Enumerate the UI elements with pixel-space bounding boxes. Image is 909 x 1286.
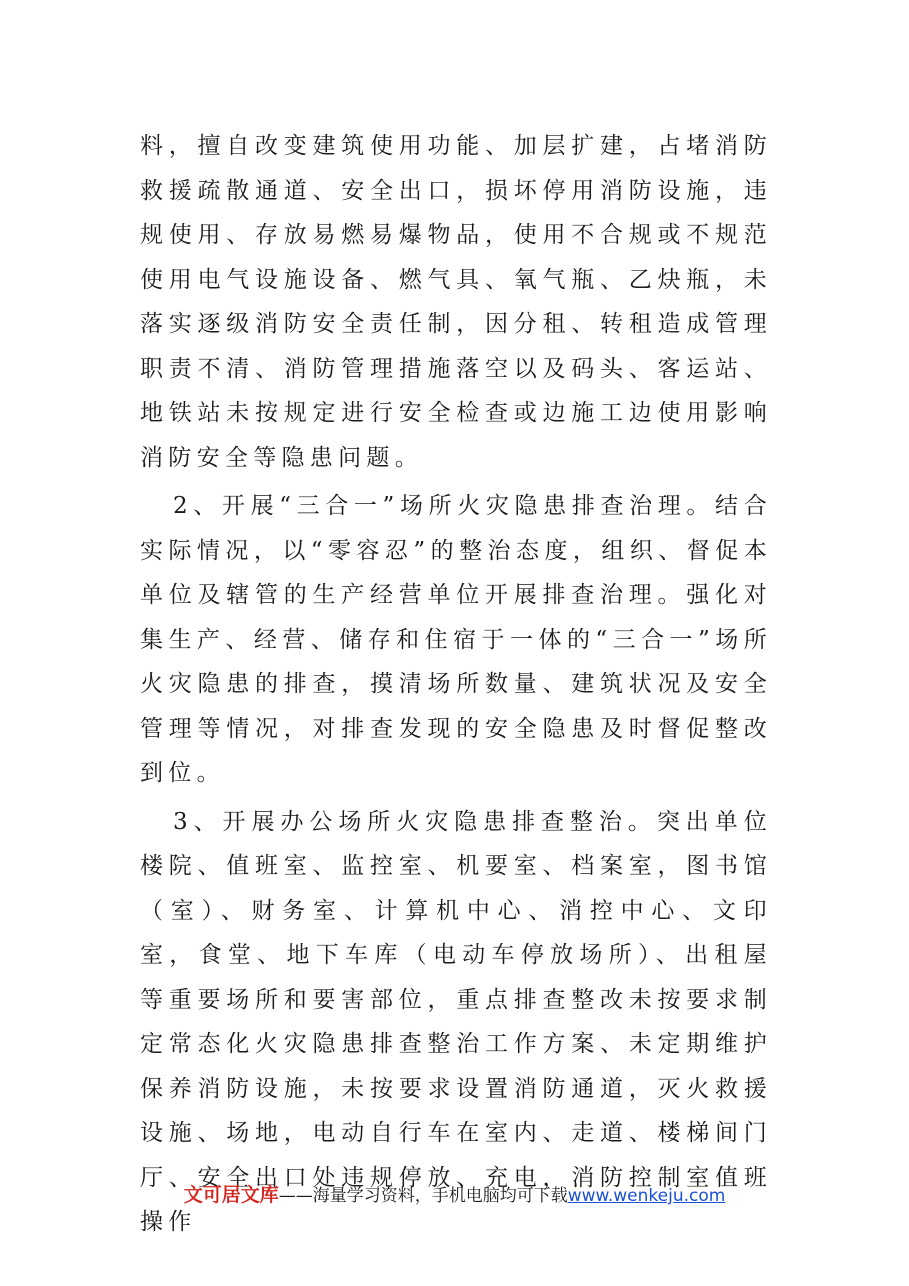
paragraph-item-3: 3、开展办公场所火灾隐患排查整治。突出单位楼院、值班室、监控室、机要室、档案室，图书馆（室）、财务室、计算机中心、消控中心、文印室，食堂、地下车库（电动车停放场所）、出租屋等重要场所和要害部位，重点排查整改未按要求制定常态化火灾隐患排查整治工作方案、未定期维护保养消防设施，未按要求设置消防通道，灭火救援设施、场地，电动自行车在室内、走道、楼梯间门厅、安全出口处违规停放、充电，消防控制室值班操作 (140, 808, 772, 1235)
document-body (140, 124, 772, 1245)
footer-url-link[interactable]: www.wenkeju.com (567, 1186, 726, 1206)
paragraph-continuation: 料，擅自改变建筑使用功能、加层扩建，占堵消防救援疏散通道、安全出口，损坏停用消防设施，违规使用、存放易燃易爆物品，使用不合规或不规范使用电气设施设备、燃气具、氧气瓶、乙炔瓶，未落实逐级消防安全责任制，因分租、转租造成管理职责不清、消防管理措施落空以及码头、客运站、地铁站未按规定进行安全检查或边施工边使用影响消防安全等隐患问题。 (140, 133, 772, 471)
footer-banner (0, 1180, 909, 1211)
footer-slogan: ——海量学习资料，手机电脑均可下载 (278, 1186, 568, 1206)
footer-brand: 文可居文库 (183, 1184, 279, 1206)
paragraph-item-2: 2、开展“三合一”场所火灾隐患排查治理。结合实际情况，以“零容忍”的整治态度，组织、督促本单位及辖管的生产经营单位开展排查治理。强化对集生产、经营、储存和住宿于一体的“三合一”场所火灾隐患的排查，摸清场所数量、建筑状况及安全管理等情况，对排查发现的安全隐患及时督促整改到位。 (140, 493, 772, 786)
